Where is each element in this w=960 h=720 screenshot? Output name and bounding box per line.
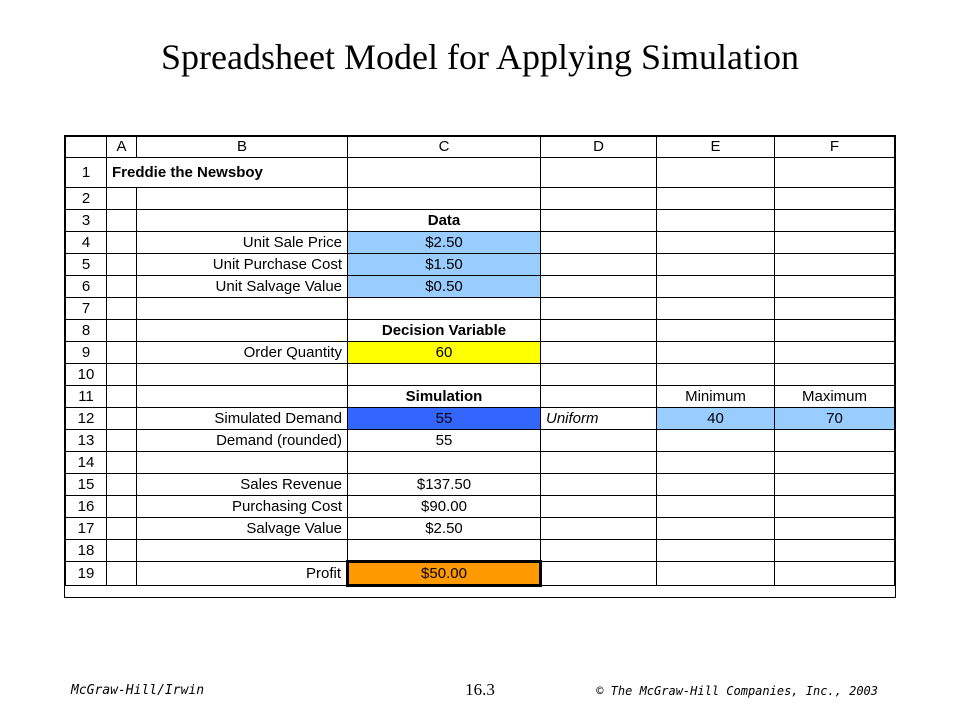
sheet-row-18 — [66, 540, 895, 562]
cell-d11[interactable] — [541, 386, 657, 408]
cell-f2[interactable] — [775, 188, 895, 210]
cell-d19[interactable] — [541, 562, 657, 586]
cell-d7[interactable] — [541, 298, 657, 320]
cell-f4[interactable] — [775, 232, 895, 254]
cell-a9[interactable] — [107, 342, 137, 364]
cell-a11[interactable] — [107, 386, 137, 408]
cell-f7[interactable] — [775, 298, 895, 320]
sheet-row-15 — [66, 474, 895, 496]
cell-a6[interactable] — [107, 276, 137, 298]
column-header-d[interactable]: D — [541, 137, 657, 158]
cell-d9[interactable] — [541, 342, 657, 364]
cell-a15[interactable] — [107, 474, 137, 496]
cell-e6[interactable] — [657, 276, 775, 298]
cell-d2[interactable] — [541, 188, 657, 210]
demand-rounded-label[interactable]: Demand (rounded) — [137, 430, 348, 452]
cell-a14[interactable] — [107, 452, 137, 474]
footer-publisher: McGraw-Hill/Irwin — [71, 683, 205, 698]
cell-c2[interactable] — [348, 188, 541, 210]
sheet-row-8 — [66, 320, 895, 342]
sales-revenue-cell[interactable]: $137.50 — [348, 474, 541, 496]
row-header-11[interactable]: 11 — [66, 386, 107, 408]
sheet-row-7 — [66, 298, 895, 320]
cell-a16[interactable] — [107, 496, 137, 518]
cell-e13[interactable] — [657, 430, 775, 452]
minimum-cell[interactable]: 40 — [657, 408, 775, 430]
unit-salvage-value-label[interactable]: Unit Salvage Value — [137, 276, 348, 298]
cell-e9[interactable] — [657, 342, 775, 364]
cell-d17[interactable] — [541, 518, 657, 540]
cell-a10[interactable] — [107, 364, 137, 386]
sheet-row-13 — [66, 430, 895, 452]
sheet-row-14 — [66, 452, 895, 474]
column-header-row — [66, 137, 895, 158]
unit-sale-price-label[interactable]: Unit Sale Price — [137, 232, 348, 254]
row-header-3[interactable]: 3 — [66, 210, 107, 232]
cell-d16[interactable] — [541, 496, 657, 518]
salvage-value-cell[interactable]: $2.50 — [348, 518, 541, 540]
row-header-2[interactable]: 2 — [66, 188, 107, 210]
cell-f6[interactable] — [775, 276, 895, 298]
spreadsheet-grid — [65, 136, 895, 587]
cell-b8[interactable] — [137, 320, 348, 342]
profit-label[interactable]: Profit — [137, 562, 348, 586]
footer-slide-number: 16.3 — [465, 680, 495, 699]
cell-e8[interactable] — [657, 320, 775, 342]
row-header-4[interactable]: 4 — [66, 232, 107, 254]
sheet-row-5 — [66, 254, 895, 276]
row-header-6[interactable]: 6 — [66, 276, 107, 298]
cell-e4[interactable] — [657, 232, 775, 254]
row-header-15[interactable]: 15 — [66, 474, 107, 496]
footer-copyright: © The McGraw-Hill Companies, Inc., 2003 — [596, 684, 878, 698]
unit-sale-price-cell[interactable]: $2.50 — [348, 232, 541, 254]
cell-b11[interactable] — [137, 386, 348, 408]
sales-revenue-label[interactable]: Sales Revenue — [137, 474, 348, 496]
row-header-7[interactable]: 7 — [66, 298, 107, 320]
cell-d14[interactable] — [541, 452, 657, 474]
sheet-row-11 — [66, 386, 895, 408]
cell-e18[interactable] — [657, 540, 775, 562]
cell-f16[interactable] — [775, 496, 895, 518]
cell-b7[interactable] — [137, 298, 348, 320]
cell-f19[interactable] — [775, 562, 895, 586]
cell-d5[interactable] — [541, 254, 657, 276]
sheet-row-3 — [66, 210, 895, 232]
cell-a5[interactable] — [107, 254, 137, 276]
row-header-13[interactable]: 13 — [66, 430, 107, 452]
distribution-cell[interactable]: Uniform — [541, 408, 657, 430]
cell-e10[interactable] — [657, 364, 775, 386]
cell-f5[interactable] — [775, 254, 895, 276]
row-header-16[interactable]: 16 — [66, 496, 107, 518]
sheet-row-17 — [66, 518, 895, 540]
column-header-e[interactable]: E — [657, 137, 775, 158]
profit-cell[interactable]: $50.00 — [348, 562, 541, 586]
cell-b18[interactable] — [137, 540, 348, 562]
demand-rounded-cell[interactable]: 55 — [348, 430, 541, 452]
sheet-row-1 — [66, 158, 895, 188]
column-header-a[interactable]: A — [107, 137, 137, 158]
cell-e7[interactable] — [657, 298, 775, 320]
cell-f3[interactable] — [775, 210, 895, 232]
order-quantity-label[interactable]: Order Quantity — [137, 342, 348, 364]
cell-a4[interactable] — [107, 232, 137, 254]
row-header-12[interactable]: 12 — [66, 408, 107, 430]
cell-a17[interactable] — [107, 518, 137, 540]
unit-salvage-value-cell[interactable]: $0.50 — [348, 276, 541, 298]
simulated-demand-cell[interactable]: 55 — [348, 408, 541, 430]
cell-f17[interactable] — [775, 518, 895, 540]
sheet-row-19 — [66, 562, 895, 586]
cell-e19[interactable] — [657, 562, 775, 586]
sheet-row-10 — [66, 364, 895, 386]
sheet-row-9 — [66, 342, 895, 364]
cell-d4[interactable] — [541, 232, 657, 254]
cell-a18[interactable] — [107, 540, 137, 562]
sheet-row-12 — [66, 408, 895, 430]
unit-purchase-cost-cell[interactable]: $1.50 — [348, 254, 541, 276]
cell-c14[interactable] — [348, 452, 541, 474]
cell-c10[interactable] — [348, 364, 541, 386]
simulation-header[interactable]: Simulation — [348, 386, 541, 408]
cell-e1[interactable] — [657, 158, 775, 188]
cell-f10[interactable] — [775, 364, 895, 386]
cell-e17[interactable] — [657, 518, 775, 540]
row-header-9[interactable]: 9 — [66, 342, 107, 364]
cell-a19[interactable] — [107, 562, 137, 586]
maximum-label[interactable]: Maximum — [775, 386, 895, 408]
row-header-17[interactable]: 17 — [66, 518, 107, 540]
cell-a2[interactable] — [107, 188, 137, 210]
cell-f18[interactable] — [775, 540, 895, 562]
select-all-corner[interactable] — [66, 137, 107, 158]
minimum-label[interactable]: Minimum — [657, 386, 775, 408]
purchasing-cost-cell[interactable]: $90.00 — [348, 496, 541, 518]
model-title[interactable]: Freddie the Newsboy — [107, 158, 348, 188]
cell-b2[interactable] — [137, 188, 348, 210]
order-quantity-cell[interactable]: 60 — [348, 342, 541, 364]
sheet-row-2 — [66, 188, 895, 210]
maximum-cell[interactable]: 70 — [775, 408, 895, 430]
purchasing-cost-label[interactable]: Purchasing Cost — [137, 496, 348, 518]
row-header-14[interactable]: 14 — [66, 452, 107, 474]
cell-d3[interactable] — [541, 210, 657, 232]
cell-a13[interactable] — [107, 430, 137, 452]
salvage-value-label[interactable]: Salvage Value — [137, 518, 348, 540]
cell-e14[interactable] — [657, 452, 775, 474]
column-header-f[interactable]: F — [775, 137, 895, 158]
cell-f13[interactable] — [775, 430, 895, 452]
cell-d1[interactable] — [541, 158, 657, 188]
cell-d15[interactable] — [541, 474, 657, 496]
cell-c7[interactable] — [348, 298, 541, 320]
cell-f1[interactable] — [775, 158, 895, 188]
cell-f14[interactable] — [775, 452, 895, 474]
cell-d6[interactable] — [541, 276, 657, 298]
cell-e15[interactable] — [657, 474, 775, 496]
cell-d13[interactable] — [541, 430, 657, 452]
cell-e16[interactable] — [657, 496, 775, 518]
cell-e3[interactable] — [657, 210, 775, 232]
cell-f15[interactable] — [775, 474, 895, 496]
cell-d8[interactable] — [541, 320, 657, 342]
cell-b3[interactable] — [137, 210, 348, 232]
cell-f8[interactable] — [775, 320, 895, 342]
row-header-19[interactable]: 19 — [66, 562, 107, 586]
cell-a7[interactable] — [107, 298, 137, 320]
cell-b14[interactable] — [137, 452, 348, 474]
cell-b10[interactable] — [137, 364, 348, 386]
row-header-1[interactable]: 1 — [66, 158, 107, 188]
slide-title: Spreadsheet Model for Applying Simulation — [161, 37, 799, 77]
cell-a12[interactable] — [107, 408, 137, 430]
simulated-demand-label[interactable]: Simulated Demand — [137, 408, 348, 430]
cell-a8[interactable] — [107, 320, 137, 342]
column-header-c[interactable]: C — [348, 137, 541, 158]
row-header-5[interactable]: 5 — [66, 254, 107, 276]
row-header-10[interactable]: 10 — [66, 364, 107, 386]
data-section-header[interactable]: Data — [348, 210, 541, 232]
row-header-18[interactable]: 18 — [66, 540, 107, 562]
cell-a3[interactable] — [107, 210, 137, 232]
cell-c18[interactable] — [348, 540, 541, 562]
spreadsheet — [64, 135, 896, 598]
cell-e5[interactable] — [657, 254, 775, 276]
column-header-b[interactable]: B — [137, 137, 348, 158]
cell-d10[interactable] — [541, 364, 657, 386]
decision-variable-header[interactable]: Decision Variable — [348, 320, 541, 342]
cell-f9[interactable] — [775, 342, 895, 364]
cell-e2[interactable] — [657, 188, 775, 210]
sheet-row-4 — [66, 232, 895, 254]
sheet-row-6 — [66, 276, 895, 298]
unit-purchase-cost-label[interactable]: Unit Purchase Cost — [137, 254, 348, 276]
sheet-row-16 — [66, 496, 895, 518]
row-header-8[interactable]: 8 — [66, 320, 107, 342]
cell-d18[interactable] — [541, 540, 657, 562]
cell-c1[interactable] — [348, 158, 541, 188]
